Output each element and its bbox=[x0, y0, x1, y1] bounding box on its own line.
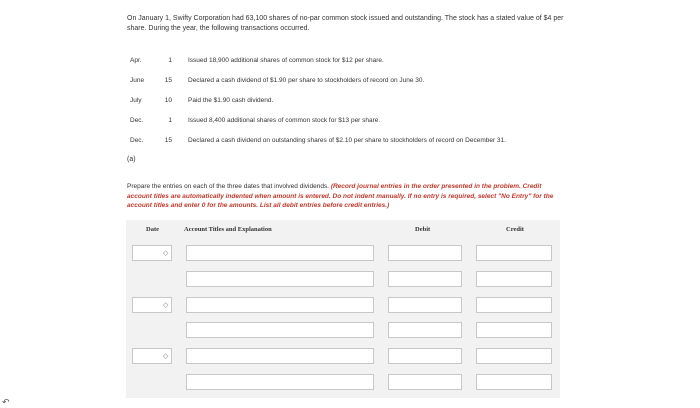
transaction-row bbox=[130, 90, 506, 110]
instructions-emphasis: (Record journal entries in the order presented in the problem. Credit account titles are automatically indented when amount is entered. Do not indent manually. If no entry is required, select "No Entry" for the account titles and enter 0 for the amounts. List all debit entries before credit entries.) bbox=[127, 183, 554, 209]
date-select[interactable] bbox=[132, 348, 172, 364]
transaction-description: Declared a cash dividend of $1.90 per share to stockholders of record on June 30. bbox=[188, 76, 425, 84]
debit-input[interactable] bbox=[388, 322, 462, 338]
transaction-row bbox=[130, 70, 506, 90]
debit-input[interactable] bbox=[388, 245, 462, 261]
select-arrow-icon: ◇ bbox=[163, 353, 169, 360]
transaction-day: 1 bbox=[168, 116, 172, 124]
select-arrow-icon: ◇ bbox=[163, 302, 169, 309]
account-title-input[interactable] bbox=[186, 271, 374, 287]
transaction-description: Issued 18,900 additional shares of common stock for $12 per share. bbox=[188, 56, 384, 64]
journal-entry-table bbox=[126, 220, 560, 398]
credit-input[interactable] bbox=[476, 297, 552, 313]
select-arrow-icon: ◇ bbox=[163, 250, 169, 257]
debit-input[interactable] bbox=[388, 348, 462, 364]
credit-input[interactable] bbox=[476, 374, 552, 390]
account-title-input[interactable] bbox=[186, 297, 374, 313]
back-arrow-icon[interactable]: ↶ bbox=[2, 397, 10, 407]
transaction-month: Dec. bbox=[130, 136, 144, 144]
transaction-row bbox=[130, 110, 506, 130]
account-header: Account Titles and Explanation bbox=[184, 226, 272, 233]
transaction-day: 15 bbox=[164, 136, 172, 144]
transaction-description: Issued 8,400 additional shares of common stock for $13 per share. bbox=[188, 116, 381, 124]
transaction-month: June bbox=[130, 76, 145, 84]
debit-input[interactable] bbox=[388, 271, 462, 287]
date-header: Date bbox=[146, 226, 159, 233]
transaction-month: Dec. bbox=[130, 116, 144, 124]
transactions-list bbox=[130, 50, 506, 150]
transaction-day: 10 bbox=[164, 96, 172, 104]
date-select[interactable] bbox=[132, 297, 172, 313]
credit-input[interactable] bbox=[476, 245, 552, 261]
debit-input[interactable] bbox=[388, 297, 462, 313]
account-title-input[interactable] bbox=[186, 374, 374, 390]
transaction-day: 15 bbox=[164, 76, 172, 84]
date-select[interactable] bbox=[132, 245, 172, 261]
transaction-description: Paid the $1.90 cash dividend. bbox=[188, 96, 274, 104]
transaction-row bbox=[130, 130, 506, 150]
transaction-day: 1 bbox=[168, 56, 172, 64]
credit-input[interactable] bbox=[476, 271, 552, 287]
journal-header bbox=[126, 220, 560, 238]
instructions bbox=[127, 182, 567, 211]
account-title-input[interactable] bbox=[186, 348, 374, 364]
debit-header: Debit bbox=[415, 226, 431, 233]
account-title-input[interactable] bbox=[186, 322, 374, 338]
credit-input[interactable] bbox=[476, 348, 552, 364]
problem-intro: On January 1, Swifty Corporation had 63,100 shares of no-par common stock issued and outstanding. The stock has a stated value of $4 per share. During the year, the following transactions occurred. bbox=[127, 15, 564, 32]
transaction-description: Declared a cash dividend on outstanding shares of $2.10 per share to stockholders of record on December 31. bbox=[188, 136, 506, 144]
credit-input[interactable] bbox=[476, 322, 552, 338]
transaction-month: Apr. bbox=[130, 56, 142, 64]
part-a-label: (a) bbox=[127, 156, 136, 163]
credit-header: Credit bbox=[506, 226, 524, 233]
transaction-month: July bbox=[130, 96, 142, 104]
transaction-row bbox=[130, 50, 506, 70]
account-title-input[interactable] bbox=[186, 245, 374, 261]
instructions-text: Prepare the entries on each of the three dates that involved dividends. bbox=[127, 183, 331, 190]
debit-input[interactable] bbox=[388, 374, 462, 390]
